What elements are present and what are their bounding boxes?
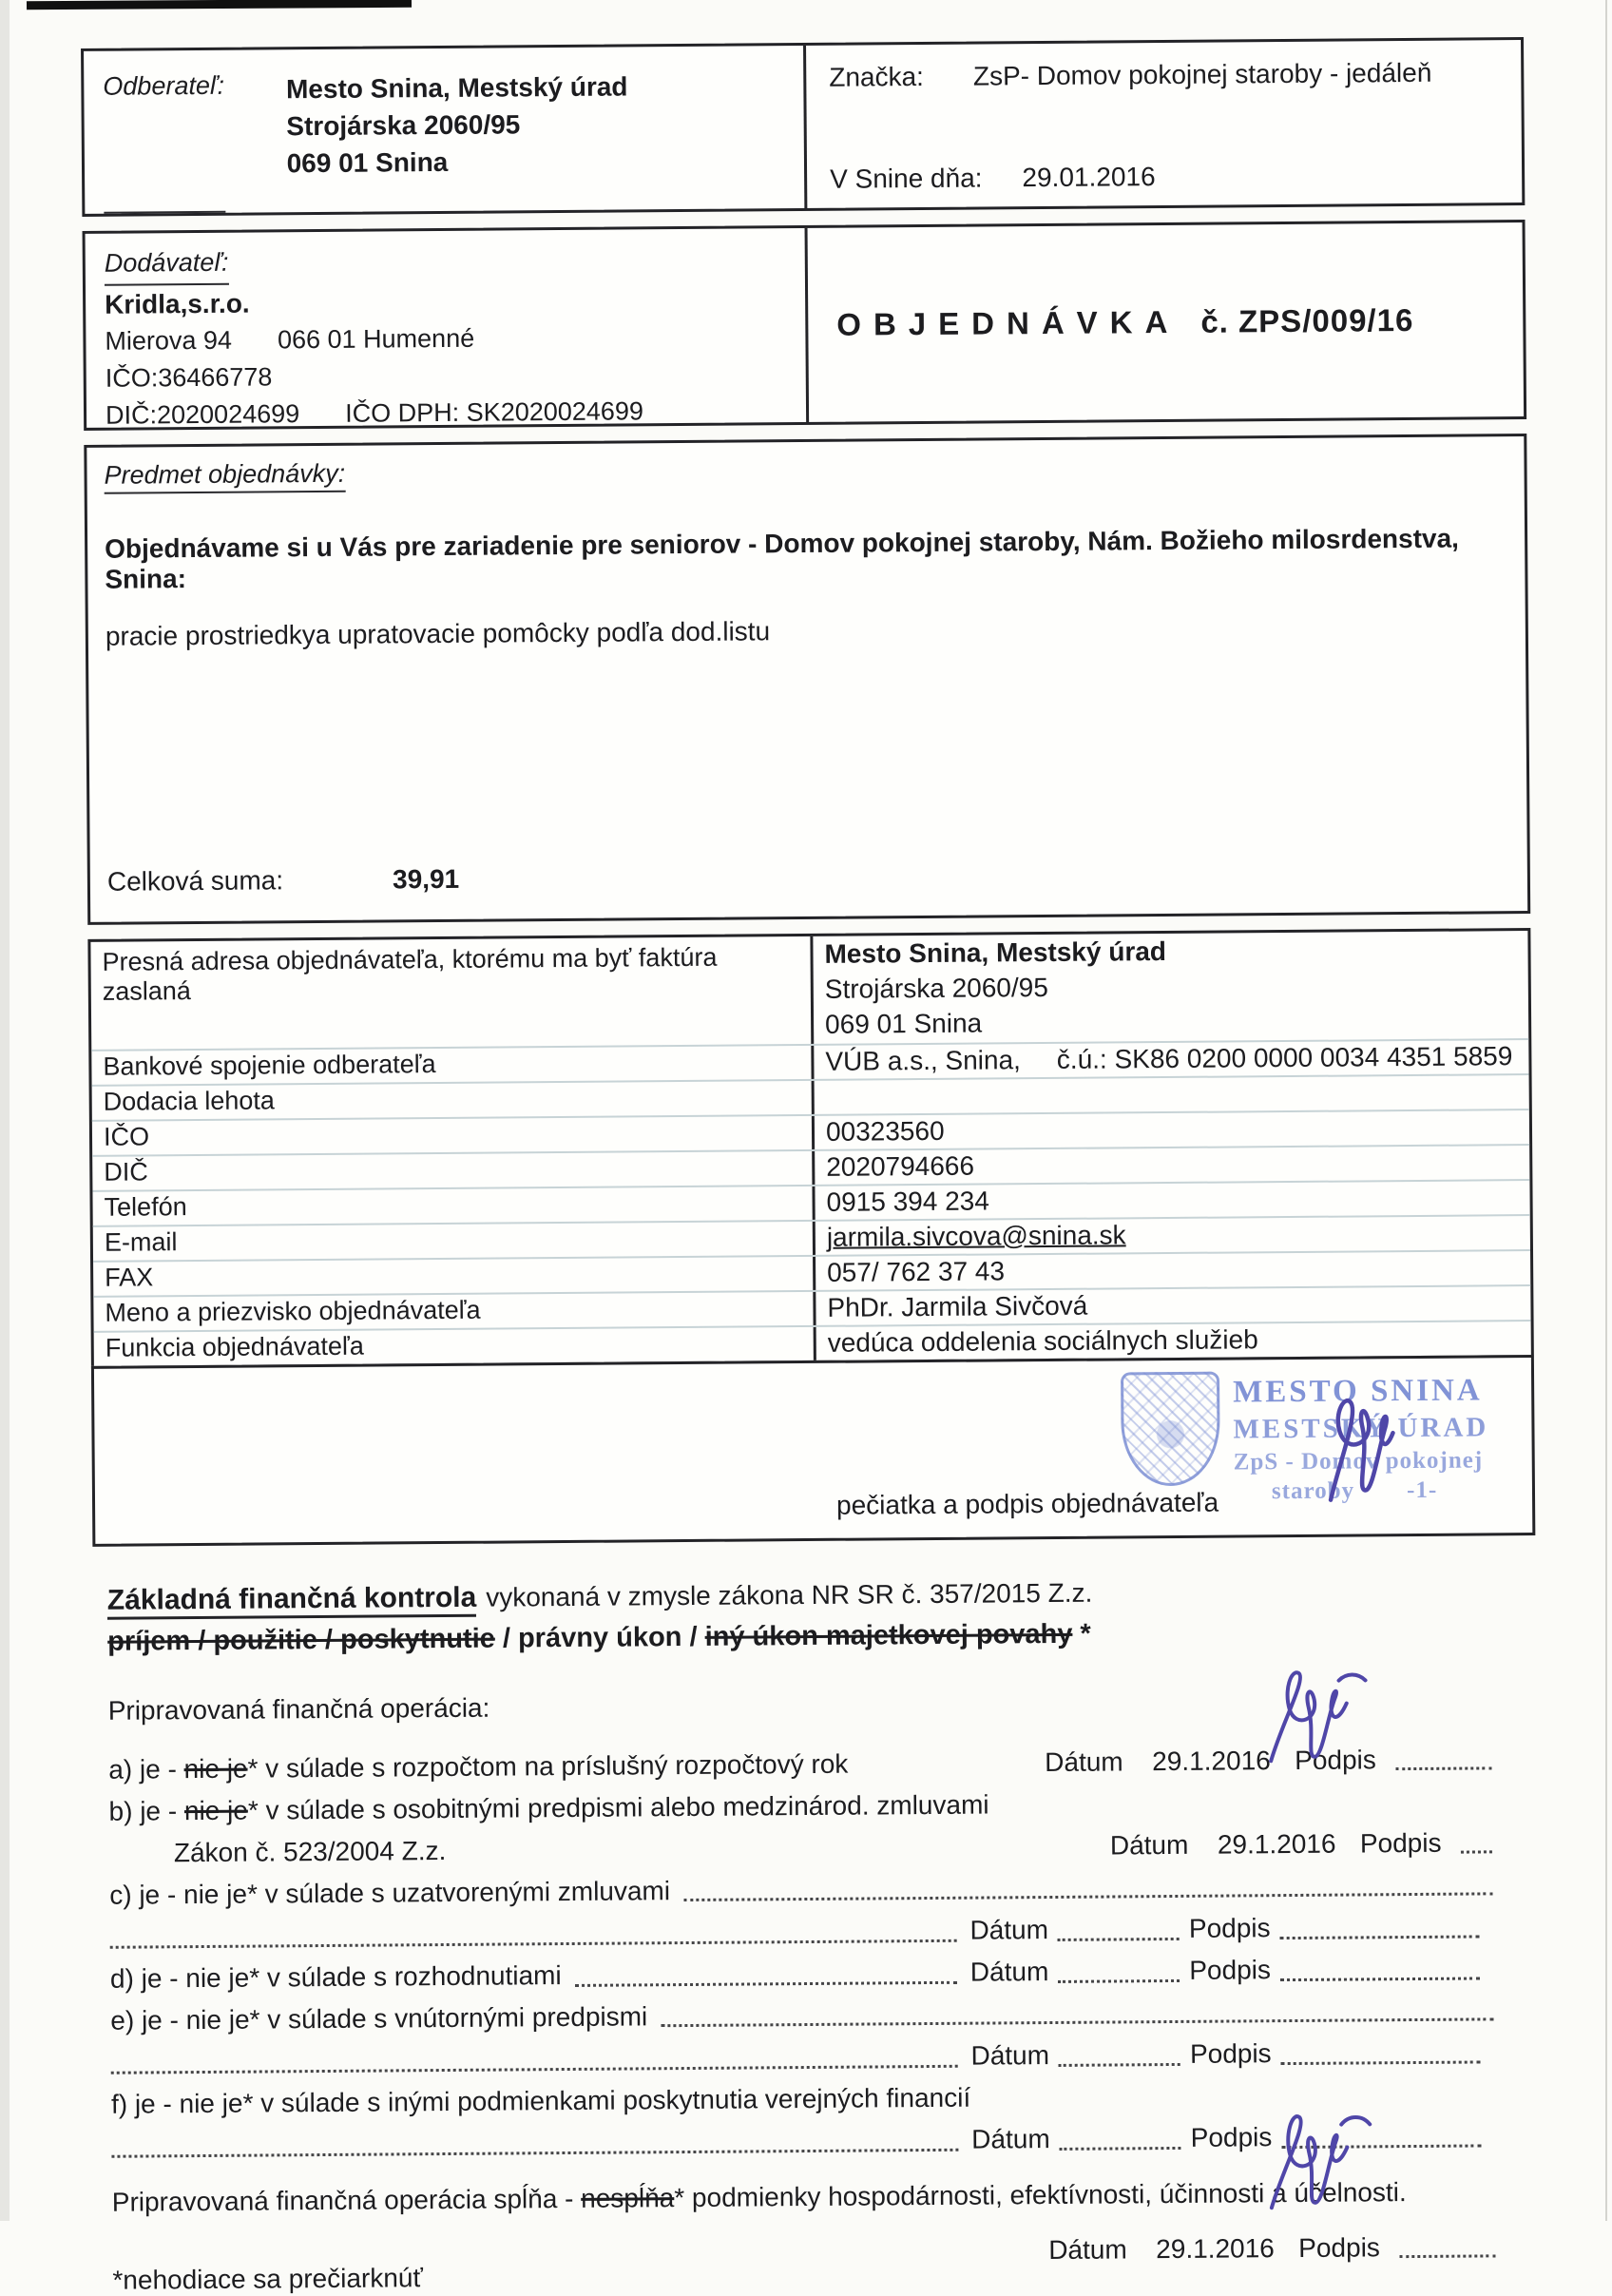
scan-edge-left <box>0 0 10 2221</box>
total-label: Celková suma: <box>106 865 284 897</box>
email-value: jarmila.sivcova@snina.sk <box>826 1220 1126 1252</box>
dotted-line <box>1281 2125 1481 2149</box>
item-e-text: e) je - nie je* v súlade s vnútornými predpismi <box>110 2001 648 2036</box>
control-fill-row-2 <box>111 2036 1494 2078</box>
city-coat-of-arms-stamp-icon <box>1121 1372 1220 1487</box>
stamp-text <box>1233 1371 1489 1506</box>
dotted-line <box>1280 1916 1480 1939</box>
date-label: Dátum <box>970 2040 1050 2071</box>
order-title-cell <box>808 222 1525 422</box>
row-label: DIČ <box>92 1151 815 1190</box>
customer-street: Strojárska 2060/95 <box>286 109 521 142</box>
dotted-line <box>1058 1960 1180 1983</box>
row-value: 057/ 762 37 43 <box>827 1256 1006 1287</box>
footnote: *nehodiace sa prečiarknúť <box>112 2263 424 2295</box>
dotted-line <box>1060 2128 1181 2151</box>
place-date-label: V Snine dňa: <box>830 163 983 194</box>
financial-control-section <box>93 1573 1496 2296</box>
invoice-address-name: Mesto Snina, Mestský úrad <box>824 936 1167 969</box>
dotted-line <box>1461 1831 1492 1853</box>
stamp-line4: staroby -1- <box>1271 1476 1438 1504</box>
row-value <box>816 1216 1530 1255</box>
item-f-text: f) je - nie je* v súlade s inými podmienkami poskytnutia verejných financií <box>110 2082 971 2119</box>
dotted-line <box>661 1998 1493 2027</box>
supplier-label: Dodávateľ: <box>105 244 229 286</box>
row-value <box>815 1075 1529 1114</box>
subject-label: Predmet objednávky: <box>104 459 345 494</box>
supplier-dic: DIČ:2020024699 <box>105 399 300 430</box>
signature-label: Podpis <box>1189 2038 1272 2069</box>
control-fill-row-3 <box>111 2120 1494 2162</box>
subject-line2: pracie prostriedkya upratovacie pomôcky podľa dod.listu <box>105 616 771 651</box>
dotted-line <box>1395 1747 1491 1770</box>
item-d-text: d) je - nie je* v súlade s rozhodnutiami <box>109 1960 562 1994</box>
row-value: 0915 394 234 <box>826 1186 989 1217</box>
control-fill-row-1 <box>110 1911 1493 1953</box>
row-label: IČO <box>92 1116 815 1155</box>
dotted-line <box>1280 1958 1480 1981</box>
item-b-law-text: Zákon č. 523/2004 Z.z. <box>173 1836 447 1868</box>
dotted-line <box>110 1920 957 1949</box>
control-item-d <box>110 1953 1493 1995</box>
invoice-address-city: 069 01 Snina <box>824 1008 983 1039</box>
supplier-street: Mierova 94 <box>105 325 233 356</box>
total-value: 39,91 <box>392 863 460 895</box>
item-c-text: c) je - nie je* v súlade s uzatvorenými zmluvami <box>109 1876 671 1910</box>
closing-sign-area <box>1048 2231 1495 2266</box>
date-value: 29.1.2016 <box>1217 1828 1336 1860</box>
date-label: Dátum <box>1048 2234 1127 2266</box>
stamp-line1: MESTO SNINA <box>1233 1373 1483 1410</box>
stamp-caption: pečiatka a podpis objednávateľa <box>835 1487 1219 1520</box>
item-a-nie-je: nie je <box>183 1753 248 1785</box>
date-value: 29.1.2016 <box>1156 2233 1275 2265</box>
supplier-tax <box>106 392 806 434</box>
signature-label: Podpis <box>1298 2232 1380 2263</box>
dotted-line <box>683 1873 1492 1901</box>
subject-line1: Objednávame si u Vás pre zariadenie pre seniorov - Domov pokojnej staroby, Nám. Božieho milosrdenstva, Snina: <box>105 523 1460 594</box>
row-label: E-mail <box>93 1222 816 1261</box>
control-title-rest: vykonaná v zmysle zákona NR SR č. 357/2015 Z.z. <box>486 1577 1093 1612</box>
footer-row <box>112 2231 1495 2295</box>
stamp-line2: MESTSKÝ ÚRAD <box>1233 1412 1489 1445</box>
bank-account: č.ú.: SK86 0200 0000 0034 4351 5859 <box>1056 1041 1513 1074</box>
scan-edge-right <box>1605 0 1607 2221</box>
row-value: 2020794666 <box>826 1150 975 1182</box>
total-row <box>107 864 460 897</box>
option-star: * <box>1080 1618 1091 1650</box>
item-a-sign-area <box>1045 1744 1491 1778</box>
item-b-nie-je: nie je <box>183 1795 249 1826</box>
dotted-line <box>111 2130 958 2158</box>
supplier-box <box>83 220 1527 431</box>
supplier-name: Kridla,s.r.o. <box>105 288 250 319</box>
signature-label: Podpis <box>1359 1827 1442 1859</box>
reference-label: Značka: <box>829 61 925 92</box>
supplier-ico-dph: IČO DPH: SK2020024699 <box>345 396 644 428</box>
stamp-page-mark: -1- <box>1406 1476 1438 1503</box>
header-box <box>81 37 1525 217</box>
date-value: 29.1.2016 <box>1152 1746 1271 1777</box>
row-label: FAX <box>93 1257 816 1296</box>
option-struck-2: iný úkon majetkovej povahy <box>704 1618 1073 1652</box>
customer-name: Mesto Snina, Mestský úrad <box>285 71 628 105</box>
customer-label: Odberateľ: <box>103 71 225 214</box>
reference-row <box>829 57 1521 93</box>
order-number: č. ZPS/009/16 <box>1200 301 1414 339</box>
signature-label: Podpis <box>1295 1745 1376 1775</box>
closing-struck: nespĺňa <box>581 2183 675 2213</box>
scan-artifact-bar <box>27 0 412 10</box>
stamp-line3: ZpS - Domov pokojnej <box>1233 1446 1484 1475</box>
row-value: 00323560 <box>825 1115 945 1147</box>
place-date-value: 29.01.2016 <box>1022 162 1156 193</box>
dotted-line <box>575 1962 957 1987</box>
order-document <box>81 37 1542 2296</box>
control-item-e <box>110 1995 1493 2036</box>
row-value <box>814 1040 1528 1079</box>
date-label: Dátum <box>971 2124 1050 2154</box>
item-b-text: b) je - nie je* v súlade s osobitnými predpismi alebo medzinárod. zmluvami <box>108 1789 989 1826</box>
row-label: Dodacia lehota <box>92 1081 815 1120</box>
row-label: Presná adresa objednávateľa, ktorému ma byť faktúra zaslaná <box>90 936 814 1050</box>
prepared-operation-label: Pripravovaná finančná operácia: <box>107 1692 490 1726</box>
control-options-row <box>107 1615 1490 1657</box>
dotted-line <box>1058 1919 1180 1941</box>
date-label: Dátum <box>1109 1829 1189 1861</box>
table-row-invoice-address <box>90 931 1528 1052</box>
subject-box <box>84 434 1530 925</box>
control-item-b <box>108 1785 1491 1827</box>
control-item-c <box>109 1869 1492 1911</box>
bank-name: VÚB a.s., Snina, <box>825 1045 1021 1076</box>
signature-label: Podpis <box>1190 2122 1273 2152</box>
row-label: Meno a priezvisko objednávateľa <box>93 1292 816 1331</box>
signature-label: Podpis <box>1188 1913 1271 1943</box>
supplier-address <box>105 318 805 360</box>
row-value: vedúca oddelenia sociálnych služieb <box>827 1324 1258 1358</box>
dotted-line <box>1281 2041 1481 2065</box>
item-b-sign-area <box>1110 1827 1492 1861</box>
row-label: Funkcia objednávateľa <box>94 1327 816 1366</box>
closing-statement: Pripravovaná finančná operácia spĺňa - nespĺňa* podmienky hospodárnosti, efektívnosti, účinnosti a účelnosti. <box>111 2177 1407 2217</box>
order-title: OBJEDNÁVKA <box>836 303 1180 342</box>
row-value: PhDr. Jarmila Sivčová <box>827 1290 1088 1322</box>
reference-cell <box>806 40 1522 208</box>
customer-city: 069 01 Snina <box>286 146 449 179</box>
customer-address <box>286 68 629 212</box>
option-mid: / právny úkon / <box>502 1621 698 1654</box>
item-a-text: a) je - nie je* v súlade s rozpočtom na príslušný rozpočtový rok <box>108 1748 849 1785</box>
dotted-line <box>1059 2044 1180 2067</box>
control-item-a <box>108 1744 1491 1785</box>
supplier-cell <box>86 228 810 428</box>
control-title: Základná finančná kontrola <box>107 1582 477 1620</box>
dotted-line <box>1399 2235 1495 2258</box>
date-label: Dátum <box>1045 1746 1123 1778</box>
dotted-line <box>111 2046 958 2074</box>
control-item-f <box>111 2078 1494 2120</box>
stamp-box <box>91 1355 1535 1547</box>
place-date-row <box>830 159 1522 195</box>
supplier-city: 066 01 Humenné <box>277 323 475 355</box>
reference-value: ZsP- Domov pokojnej staroby - jedáleň <box>972 57 1432 91</box>
invoice-address-street: Strojárska 2060/95 <box>824 972 1048 1004</box>
customer-cell <box>84 46 807 214</box>
control-item-b-law <box>109 1827 1492 1869</box>
date-label: Dátum <box>969 1957 1049 1987</box>
supplier-ico: IČO:36466778 <box>105 362 273 393</box>
row-value <box>813 931 1528 1044</box>
date-label: Dátum <box>969 1915 1049 1945</box>
control-title-row <box>107 1573 1490 1616</box>
row-label: Bankové spojenie odberateľa <box>91 1046 814 1085</box>
option-struck-1: príjem / použitie / poskytnutie <box>107 1623 495 1657</box>
signature-label: Podpis <box>1189 1955 1272 1985</box>
details-table <box>87 928 1534 1369</box>
row-label: Telefón <box>92 1187 815 1225</box>
